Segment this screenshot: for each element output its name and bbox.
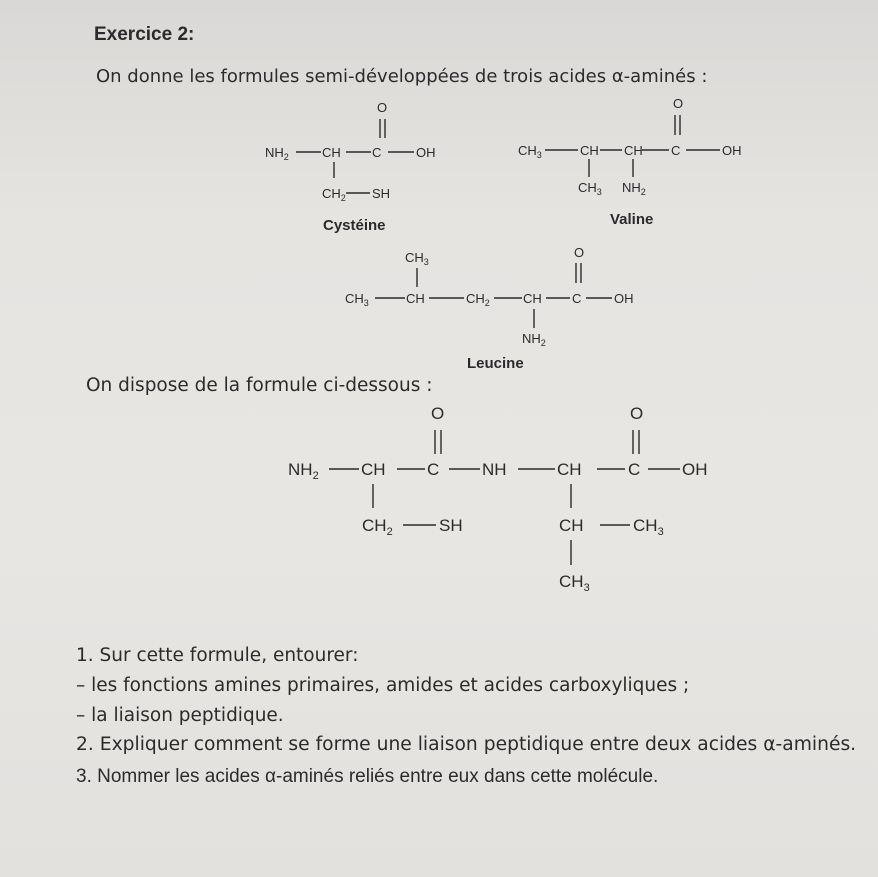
atom-oh: OH [416,145,436,160]
atom-nh2: $NH_2$ [288,460,319,482]
dispose-text: On dispose de la formule ci-dessous : [86,375,433,396]
atom-c: C [671,143,681,158]
atom-ch3: $CH_3$ [518,143,542,160]
label-cysteine: Cystéine [323,217,386,234]
atom-c: C [572,291,582,306]
atom-oh: OH [722,143,742,158]
atom-ch3-top: $CH_3$ [405,250,429,267]
atom-c: C [372,145,382,160]
atom-ch-a: CH [361,460,386,479]
atom-o: O [673,96,684,111]
question-1-item-b: – la liaison peptidique. [76,705,284,726]
atom-ch-b: CH [523,291,542,306]
question-3: 3. Nommer les acides α-aminés reliés entre eux dans cette molécule. [76,766,659,787]
atom-ch2: $CH_2$ [466,291,490,308]
intro-text: On donne les formules semi-développées de trois acides α-aminés : [96,66,708,87]
question-2: 2. Expliquer comment se forme une liaison peptidique entre deux acides α-aminés. [76,734,857,755]
atom-ch3: $CH_3$ [345,291,369,308]
atom-ch: CH [322,145,341,160]
atom-ch-a: CH [580,143,599,158]
atom-nh: NH [482,460,507,479]
atom-o: O [574,245,585,260]
label-valine: Valine [610,211,654,228]
atom-sh: SH [439,516,463,535]
atom-ch-a: CH [406,291,425,306]
atom-ch3-b: $CH_3$ [559,572,590,594]
exercise-title: Exercice 2: [94,24,195,45]
atom-ch2: $CH_2$ [362,516,393,538]
atom-nh2: $NH_2$ [622,180,646,197]
atom-o-b: O [630,404,644,423]
valine-formula [518,96,742,228]
atom-ch-b: CH [557,460,582,479]
atom-oh: OH [682,460,708,479]
atom-c-b: C [628,460,641,479]
atom-ch3-b: $CH_3$ [578,180,602,197]
atom-o: O [377,100,388,115]
atom-ch-b: CH [624,143,643,158]
atom-ch-c: CH [559,516,584,535]
leucine-formula [345,245,634,372]
atom-o-a: O [431,404,445,423]
question-1-item-a: – les fonctions amines primaires, amides et acides carboxyliques ; [76,675,690,696]
dipeptide-formula [288,404,708,594]
atom-ch3-a: $CH_3$ [633,516,664,538]
atom-nh2: $NH_2$ [522,331,546,348]
bond-lines [296,115,720,565]
cysteine-formula [265,100,436,234]
atom-oh: OH [614,291,634,306]
label-leucine: Leucine [467,355,524,372]
atom-nh2: $NH_2$ [265,145,289,162]
atom-ch2: $CH_2$ [322,186,346,203]
question-1: 1. Sur cette formule, entourer: [76,645,359,666]
atom-sh: SH [372,186,391,201]
atom-c-a: C [427,460,440,479]
